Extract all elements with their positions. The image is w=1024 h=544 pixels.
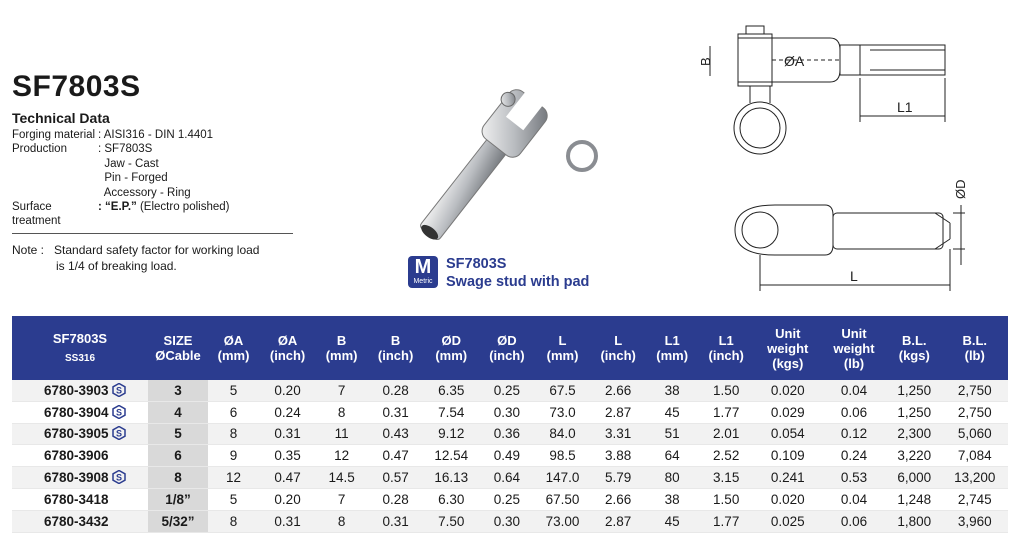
table-cell: 2.87 xyxy=(590,401,647,423)
table-cell: 0.36 xyxy=(478,423,535,445)
note-line-2: is 1/4 of breaking load. xyxy=(56,258,177,273)
table-cell: 2,745 xyxy=(941,488,1008,510)
table-cell: 0.53 xyxy=(821,467,887,489)
table-cell: 51 xyxy=(647,423,698,445)
table-cell: 8 xyxy=(208,423,259,445)
ss-logo-icon xyxy=(112,470,126,484)
table-cell: 2.52 xyxy=(698,445,755,467)
table-cell: 5 xyxy=(208,380,259,401)
product-caption-code: SF7803S xyxy=(446,256,507,272)
part-number: 6780-3432 xyxy=(12,510,148,532)
table-row xyxy=(12,467,1008,489)
metric-badge-text: Metric xyxy=(413,278,433,285)
dim-label-l1: L1 xyxy=(897,99,913,115)
table-header-cell: ØA (inch) xyxy=(259,316,316,380)
table-cell: 0.020 xyxy=(755,380,821,401)
table-cell: 73.00 xyxy=(535,510,589,532)
table-cell: 2.66 xyxy=(590,488,647,510)
table-cell: 0.47 xyxy=(367,445,424,467)
table-header-cell: B.L. (kgs) xyxy=(887,316,941,380)
table-cell: 45 xyxy=(647,401,698,423)
dim-label-a: ØA xyxy=(784,53,805,69)
table-cell: 16.13 xyxy=(424,467,478,489)
spec-label: Forging material xyxy=(12,129,96,141)
spec-value: (Electro polished) xyxy=(136,201,230,214)
table-cell: 2.87 xyxy=(590,510,647,532)
top-view-drawing xyxy=(690,18,980,168)
size-cell: 6 xyxy=(148,445,208,467)
spec-list xyxy=(12,128,229,229)
table-cell: 0.43 xyxy=(367,423,424,445)
table-cell: 0.47 xyxy=(259,467,316,489)
table-cell: 0.241 xyxy=(755,467,821,489)
table-cell: 12 xyxy=(208,467,259,489)
table-cell: 12.54 xyxy=(424,445,478,467)
svg-text:S: S xyxy=(115,385,122,396)
table-cell: 0.20 xyxy=(259,488,316,510)
table-cell: 2.01 xyxy=(698,423,755,445)
dim-label-d: ØD xyxy=(953,179,968,199)
table-cell: 3.15 xyxy=(698,467,755,489)
table-header-product-name: SF7803S xyxy=(52,330,108,346)
note xyxy=(12,243,259,274)
ss-logo-icon xyxy=(112,426,126,440)
table-cell: 0.30 xyxy=(478,401,535,423)
note-label: Note : xyxy=(12,243,45,257)
divider xyxy=(12,233,293,234)
table-cell: 0.20 xyxy=(259,380,316,401)
table-cell: 1,248 xyxy=(887,488,941,510)
spec-label xyxy=(12,171,98,185)
table-cell: 14.5 xyxy=(316,467,367,489)
table-cell: 64 xyxy=(647,445,698,467)
table-cell: 80 xyxy=(647,467,698,489)
table-header-cell: ØA (mm) xyxy=(208,316,259,380)
table-cell: 8 xyxy=(208,510,259,532)
table-cell: 38 xyxy=(647,380,698,401)
size-cell: 8 xyxy=(148,467,208,489)
table-cell: 9.12 xyxy=(424,423,478,445)
side-view-drawing xyxy=(725,175,995,295)
table-cell: 7.50 xyxy=(424,510,478,532)
note-line-1: Standard safety factor for working load xyxy=(54,243,260,257)
svg-text:S: S xyxy=(115,428,122,439)
ss-logo-icon xyxy=(112,383,126,397)
part-number: 6780-3908 S xyxy=(12,467,148,489)
table-body xyxy=(12,380,1008,532)
table-header-cell: ØD (mm) xyxy=(424,316,478,380)
table-cell: 6 xyxy=(208,401,259,423)
table-cell: 1,800 xyxy=(887,510,941,532)
table-cell: 0.57 xyxy=(367,467,424,489)
table-cell: 8 xyxy=(316,510,367,532)
table-header-cell: Unit weight (kgs) xyxy=(755,316,821,380)
ss-logo-icon xyxy=(112,405,126,419)
table-cell: 0.054 xyxy=(755,423,821,445)
table-cell: 0.64 xyxy=(478,467,535,489)
table-header-material: SS316 xyxy=(64,352,96,364)
table-cell: 67.50 xyxy=(535,488,589,510)
spec-value: Accessory - Ring xyxy=(98,186,191,199)
table-cell: 2,750 xyxy=(941,401,1008,423)
table-cell: 3,960 xyxy=(941,510,1008,532)
table-header-row xyxy=(12,316,1008,380)
table-cell: 5.79 xyxy=(590,467,647,489)
spec-label: Surface treatment xyxy=(12,201,61,228)
dim-label-l: L xyxy=(850,268,858,284)
size-cell: 4 xyxy=(148,401,208,423)
table-cell: 45 xyxy=(647,510,698,532)
spec-label: Production xyxy=(12,143,67,156)
table-row xyxy=(12,401,1008,423)
table-cell: 0.029 xyxy=(755,401,821,423)
table-header-cell: L (inch) xyxy=(590,316,647,380)
spec-row xyxy=(12,142,229,156)
table-row xyxy=(12,510,1008,532)
table-cell: 5 xyxy=(208,488,259,510)
table-cell: 0.109 xyxy=(755,445,821,467)
page-title: SF7803S xyxy=(12,70,141,103)
table-header-cell: L (mm) xyxy=(535,316,589,380)
table-cell: 0.31 xyxy=(367,510,424,532)
table-cell: 0.31 xyxy=(259,510,316,532)
svg-text:S: S xyxy=(115,407,122,418)
table-cell: 7,084 xyxy=(941,445,1008,467)
table-cell: 0.35 xyxy=(259,445,316,467)
table-cell: 3.88 xyxy=(590,445,647,467)
table-cell: 0.06 xyxy=(821,510,887,532)
table-cell: 0.25 xyxy=(478,488,535,510)
part-number: 6780-3904 S xyxy=(12,401,148,423)
table-cell: 0.30 xyxy=(478,510,535,532)
size-cell: 5/32” xyxy=(148,510,208,532)
table-cell: 84.0 xyxy=(535,423,589,445)
part-number: 6780-3906 xyxy=(12,445,148,467)
part-number: 6780-3905 S xyxy=(12,423,148,445)
table-cell: 0.020 xyxy=(755,488,821,510)
table-cell: 6,000 xyxy=(887,467,941,489)
table-cell: 38 xyxy=(647,488,698,510)
table-cell: 0.04 xyxy=(821,488,887,510)
dim-label-b: B xyxy=(698,57,713,66)
product-caption-name: Swage stud with pad xyxy=(446,274,590,290)
table-cell: 0.025 xyxy=(755,510,821,532)
size-cell: 1/8” xyxy=(148,488,208,510)
table-cell: 0.24 xyxy=(259,401,316,423)
metric-badge xyxy=(408,256,438,288)
table-cell: 7.54 xyxy=(424,401,478,423)
part-number: 6780-3418 xyxy=(12,488,148,510)
spec-row xyxy=(12,128,229,142)
spec-label xyxy=(12,186,98,200)
table-header-cell: L1 (inch) xyxy=(698,316,755,380)
table-header-cell: Unit weight (lb) xyxy=(821,316,887,380)
table-cell: 2,300 xyxy=(887,423,941,445)
table-header-cell: B (mm) xyxy=(316,316,367,380)
table-cell: 98.5 xyxy=(535,445,589,467)
table-cell: 2,750 xyxy=(941,380,1008,401)
metric-badge-letter: M xyxy=(414,256,432,278)
table-cell: 1.50 xyxy=(698,488,755,510)
spec-row xyxy=(12,186,229,200)
table-header-cell: B (inch) xyxy=(367,316,424,380)
table-cell: 6.35 xyxy=(424,380,478,401)
table-header-cell: SIZE ØCable xyxy=(148,316,208,380)
spec-label xyxy=(12,157,98,171)
table-cell: 67.5 xyxy=(535,380,589,401)
table-header-product xyxy=(12,316,148,380)
table-header-cell: L1 (mm) xyxy=(647,316,698,380)
table-cell: 0.04 xyxy=(821,380,887,401)
table-cell: 1.50 xyxy=(698,380,755,401)
table-cell: 0.28 xyxy=(367,380,424,401)
table-cell: 73.0 xyxy=(535,401,589,423)
spec-value: : SF7803S xyxy=(98,143,153,156)
table-cell: 1,250 xyxy=(887,401,941,423)
table-cell: 13,200 xyxy=(941,467,1008,489)
table-cell: 11 xyxy=(316,423,367,445)
size-cell: 3 xyxy=(148,380,208,401)
table-cell: 0.25 xyxy=(478,380,535,401)
table-header-cell: ØD (inch) xyxy=(478,316,535,380)
table-cell: 3.31 xyxy=(590,423,647,445)
spec-value-bold: : “E.P.” xyxy=(98,201,137,214)
table-cell: 12 xyxy=(316,445,367,467)
table-cell: 1.77 xyxy=(698,401,755,423)
table-cell: 1,250 xyxy=(887,380,941,401)
table-row xyxy=(12,488,1008,510)
table-cell: 7 xyxy=(316,488,367,510)
svg-text:S: S xyxy=(115,472,122,483)
table-cell: 0.31 xyxy=(367,401,424,423)
product-photo xyxy=(380,70,610,240)
spec-value: : AISI316 - DIN 1.4401 xyxy=(98,129,214,141)
spec-row xyxy=(12,200,229,229)
table-cell: 0.49 xyxy=(478,445,535,467)
table-cell: 9 xyxy=(208,445,259,467)
table-cell: 6.30 xyxy=(424,488,478,510)
table-cell: 8 xyxy=(316,401,367,423)
table-cell: 7 xyxy=(316,380,367,401)
spec-table xyxy=(12,316,1008,533)
spec-value: Jaw - Cast xyxy=(98,157,159,170)
table-cell: 1.77 xyxy=(698,510,755,532)
technical-data-title: Technical Data xyxy=(12,110,110,126)
table-header-cell: B.L. (lb) xyxy=(941,316,1008,380)
table-cell: 2.66 xyxy=(590,380,647,401)
size-cell: 5 xyxy=(148,423,208,445)
table-row xyxy=(12,445,1008,467)
table-cell: 147.0 xyxy=(535,467,589,489)
table-cell: 0.28 xyxy=(367,488,424,510)
table-cell: 0.24 xyxy=(821,445,887,467)
table-cell: 0.12 xyxy=(821,423,887,445)
table-cell: 3,220 xyxy=(887,445,941,467)
table-cell: 0.31 xyxy=(259,423,316,445)
spec-row xyxy=(12,171,229,185)
table-cell: 5,060 xyxy=(941,423,1008,445)
spec-row xyxy=(12,157,229,171)
table-cell: 0.06 xyxy=(821,401,887,423)
table-row xyxy=(12,380,1008,401)
spec-value: Pin - Forged xyxy=(98,172,168,185)
part-number: 6780-3903 S xyxy=(12,380,148,401)
table-row xyxy=(12,423,1008,445)
